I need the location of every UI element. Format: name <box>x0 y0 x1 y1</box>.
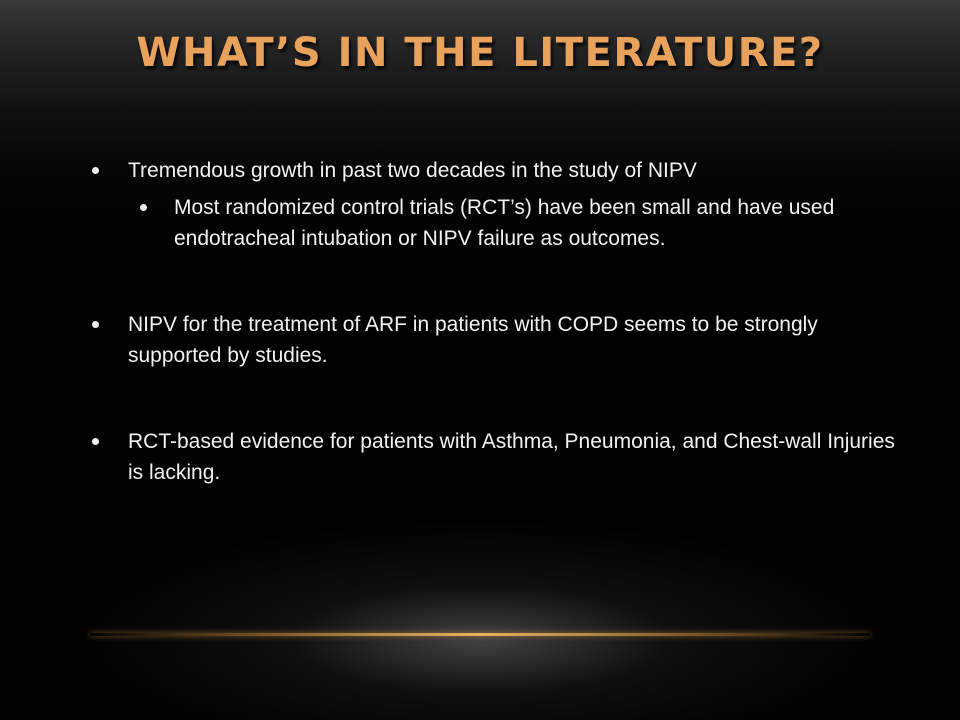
bullet-text: RCT-based evidence for patients with Asthma, Pneumonia, and Chest-wall Injuries is lacking. <box>128 430 895 484</box>
decorative-glow-line <box>90 633 870 636</box>
bullet-item <box>88 426 908 488</box>
bullet-dot-icon <box>92 438 99 445</box>
bullet-dot-icon <box>92 321 99 328</box>
bullet-dot-icon <box>140 204 147 211</box>
sub-bullet-item <box>88 192 908 254</box>
bullet-list <box>88 155 908 488</box>
slide-title: WHAT’S IN THE LITERATURE? <box>136 30 824 76</box>
bullet-item <box>88 309 908 371</box>
bullet-text: NIPV for the treatment of ARF in patients with COPD seems to be strongly supported by studies. <box>128 313 818 367</box>
bullet-text: Tremendous growth in past two decades in the study of NIPV <box>128 159 697 182</box>
sub-bullet-text: Most randomized control trials (RCT’s) have been small and have used endotracheal intubation or NIPV failure as outcomes. <box>174 196 835 250</box>
bullet-dot-icon <box>92 167 99 174</box>
bullet-item <box>88 155 908 186</box>
